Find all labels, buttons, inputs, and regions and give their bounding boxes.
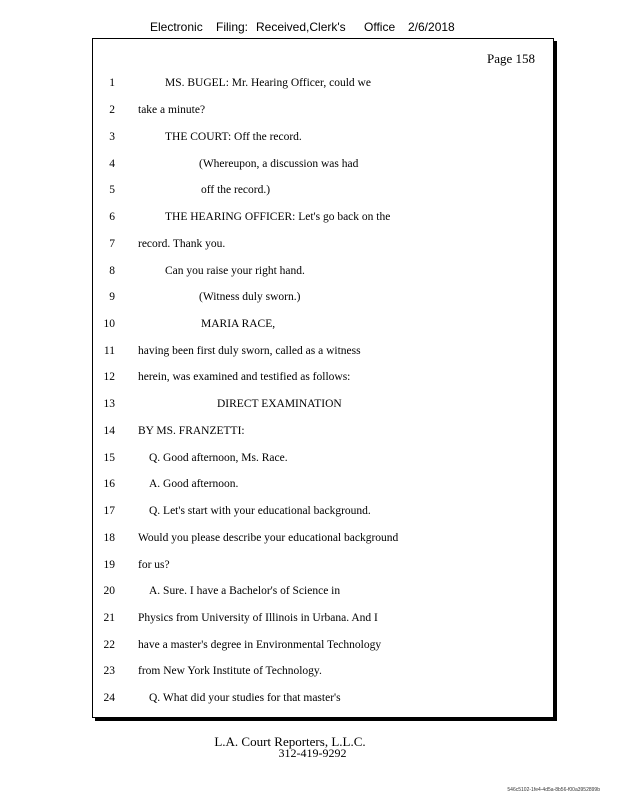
transcript-line [93,661,553,681]
transcript-line [93,501,553,521]
line-number: 12 [103,371,115,383]
transcript-line [93,287,553,307]
line-text: MARIA RACE, [201,318,276,330]
transcript-line [93,154,553,174]
transcript-line [93,581,553,601]
line-number: 10 [103,318,115,330]
transcript-line [93,608,553,628]
line-text: BY MS. FRANZETTI: [138,425,245,437]
line-text: for us? [138,559,170,571]
line-text: A. Sure. I have a Bachelor's of Science in [149,585,341,597]
transcript-line [93,688,553,708]
transcript-line [93,73,553,93]
line-text: Q. What did your studies for that master's [149,692,341,704]
line-text: Q. Let's start with your educational background. [149,505,371,517]
transcript-line [93,394,553,414]
transcript-line [93,127,553,147]
transcript-line [93,555,553,575]
line-number: 1 [109,77,115,89]
line-number: 19 [103,559,115,571]
transcript-line [93,314,553,334]
line-text: MS. BUGEL: Mr. Hearing Officer, could we [165,77,371,89]
line-number: 22 [103,639,115,651]
line-text: DIRECT EXAMINATION [217,398,342,410]
line-text: THE COURT: Off the record. [165,131,302,143]
line-number: 16 [103,478,115,490]
line-number: 14 [103,425,115,437]
filing-stamp-part-filing: Filing: [216,20,249,34]
line-text: (Whereupon, a discussion was had [199,158,359,170]
transcript-line [93,421,553,441]
line-number: 20 [103,585,115,597]
line-text: Can you raise your right hand. [165,265,305,277]
transcript-line [93,528,553,548]
line-number: 13 [103,398,115,410]
document-id: 546c5102-1fe4-4d5a-8b56-f00a3952899b [507,787,600,793]
transcript-line [93,367,553,387]
line-number: 15 [103,452,115,464]
transcript-line [93,448,553,468]
line-number: 9 [109,291,115,303]
line-number: 17 [103,505,115,517]
line-number: 7 [109,238,115,250]
line-number: 11 [103,345,115,357]
line-number: 2 [109,104,115,116]
line-number: 21 [103,612,115,624]
line-text: take a minute? [138,104,206,116]
filing-stamp-part-electronic: Electronic [150,20,203,34]
transcript-line [93,207,553,227]
line-text: from New York Institute of Technology. [138,665,322,677]
transcript-page [92,38,554,718]
transcript-line [93,180,553,200]
page-number: Page 158 [486,51,535,66]
line-number: 6 [109,211,115,223]
line-text: Physics from University of Illinois in Urbana. And I [138,612,378,624]
line-text: have a master's degree in Environmental Technology [138,639,382,651]
line-text: off the record.) [201,184,271,196]
line-number: 4 [109,158,115,170]
line-text: THE HEARING OFFICER: Let's go back on the [165,211,391,223]
transcript-line [93,100,553,120]
filing-stamp-part-office: Office [364,20,396,34]
line-text: Would you please describe your educational background [138,532,399,544]
transcript-line [93,261,553,281]
transcript-line [93,341,553,361]
line-number: 24 [103,692,115,704]
line-text: A. Good afternoon. [149,478,239,490]
filing-stamp-part-received: Received,Clerk's [256,20,346,34]
transcript-line [93,234,553,254]
court-reporter-phone: 312-419-9292 [278,746,347,760]
filing-stamp-date: 2/6/2018 [408,20,455,34]
line-number: 18 [103,532,115,544]
line-text: herein, was examined and testified as follows: [138,371,351,383]
line-text: (Witness duly sworn.) [199,291,301,303]
line-text: Q. Good afternoon, Ms. Race. [149,452,288,464]
line-text: having been first duly sworn, called as a witness [138,345,361,357]
court-reporter-name: L.A. Court Reporters, L.L.C. [214,734,366,749]
line-number: 3 [109,131,115,143]
line-number: 5 [109,184,115,196]
line-number: 8 [109,265,115,277]
transcript-line [93,474,553,494]
transcript-line [93,635,553,655]
line-number: 23 [103,665,115,677]
line-text: record. Thank you. [138,238,226,250]
